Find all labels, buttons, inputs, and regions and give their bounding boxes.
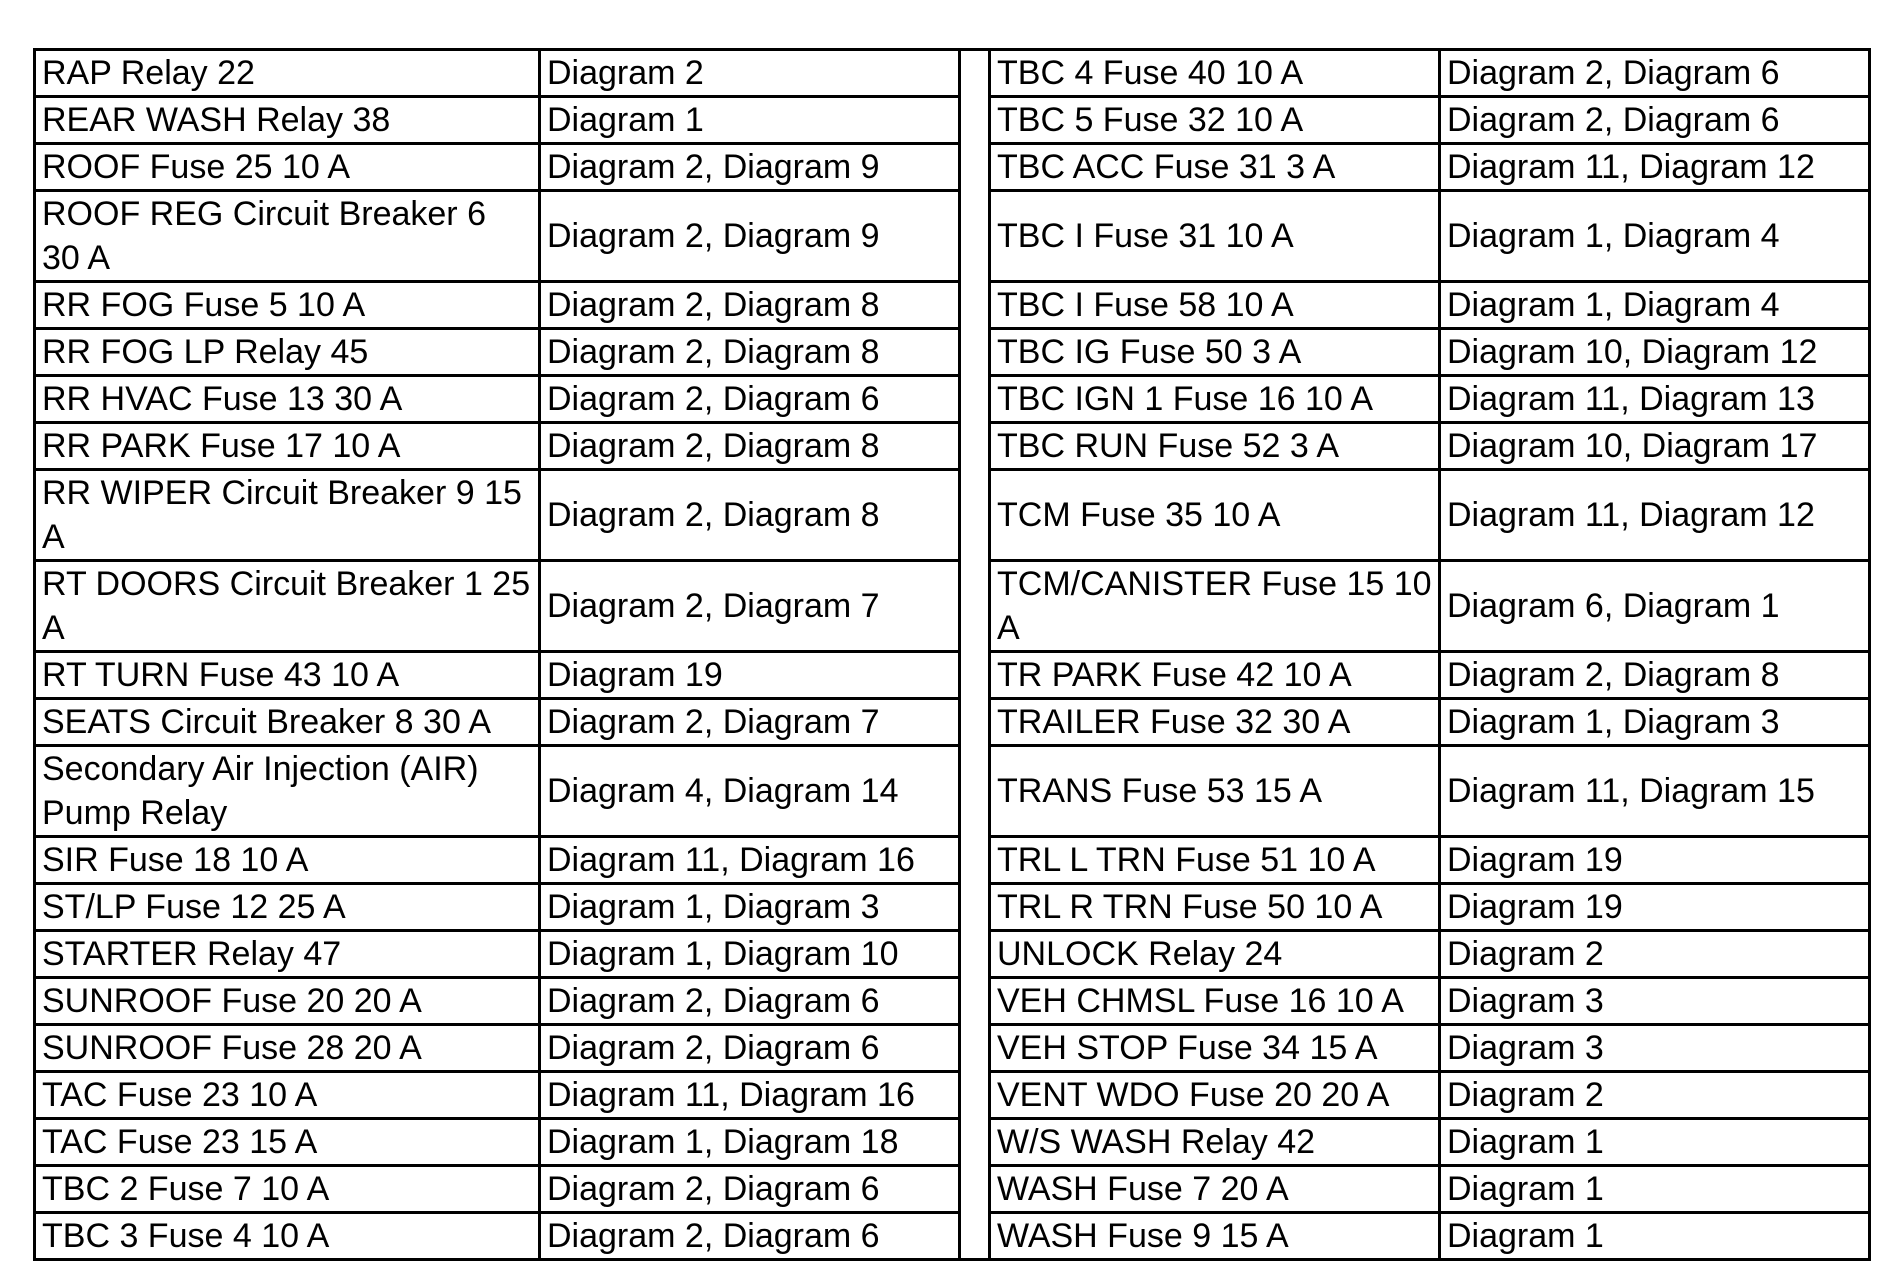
column-gap: [960, 97, 990, 144]
table-row: [35, 931, 1870, 978]
column-gap: [960, 699, 990, 746]
right-component-cell: TRANS Fuse 53 15 A: [990, 746, 1440, 837]
left-component-cell: RR FOG LP Relay 45: [35, 329, 540, 376]
left-component-cell: SIR Fuse 18 10 A: [35, 837, 540, 884]
table-row: [35, 1166, 1870, 1213]
left-diagram-ref-cell: Diagram 2, Diagram 6: [540, 376, 960, 423]
table-body: [35, 50, 1870, 1260]
right-diagram-ref-cell: Diagram 1, Diagram 4: [1440, 282, 1870, 329]
left-diagram-ref-cell: Diagram 1, Diagram 10: [540, 931, 960, 978]
component-index-table: [33, 48, 1871, 1261]
left-component-cell: ROOF REG Circuit Breaker 6 30 A: [35, 191, 540, 282]
right-diagram-ref-cell: Diagram 11, Diagram 12: [1440, 144, 1870, 191]
table-row: [35, 1072, 1870, 1119]
right-diagram-ref-cell: Diagram 10, Diagram 12: [1440, 329, 1870, 376]
table-row: [35, 652, 1870, 699]
right-diagram-ref-cell: Diagram 2: [1440, 931, 1870, 978]
table-row: [35, 1213, 1870, 1260]
column-gap: [960, 470, 990, 561]
right-component-cell: W/S WASH Relay 42: [990, 1119, 1440, 1166]
left-diagram-ref-cell: Diagram 2, Diagram 7: [540, 561, 960, 652]
left-component-cell: REAR WASH Relay 38: [35, 97, 540, 144]
left-component-cell: SUNROOF Fuse 20 20 A: [35, 978, 540, 1025]
table-row: [35, 561, 1870, 652]
left-component-cell: RR PARK Fuse 17 10 A: [35, 423, 540, 470]
right-diagram-ref-cell: Diagram 11, Diagram 15: [1440, 746, 1870, 837]
column-gap: [960, 837, 990, 884]
table-row: [35, 376, 1870, 423]
right-component-cell: TRL L TRN Fuse 51 10 A: [990, 837, 1440, 884]
left-diagram-ref-cell: Diagram 2, Diagram 9: [540, 191, 960, 282]
right-component-cell: TBC 4 Fuse 40 10 A: [990, 50, 1440, 97]
left-component-cell: SEATS Circuit Breaker 8 30 A: [35, 699, 540, 746]
right-component-cell: TBC I Fuse 58 10 A: [990, 282, 1440, 329]
right-component-cell: TR PARK Fuse 42 10 A: [990, 652, 1440, 699]
right-diagram-ref-cell: Diagram 1, Diagram 3: [1440, 699, 1870, 746]
left-component-cell: TBC 2 Fuse 7 10 A: [35, 1166, 540, 1213]
column-gap: [960, 376, 990, 423]
right-diagram-ref-cell: Diagram 1: [1440, 1213, 1870, 1260]
column-gap: [960, 746, 990, 837]
left-component-cell: ROOF Fuse 25 10 A: [35, 144, 540, 191]
right-component-cell: VEH CHMSL Fuse 16 10 A: [990, 978, 1440, 1025]
table-row: [35, 470, 1870, 561]
column-gap: [960, 884, 990, 931]
left-diagram-ref-cell: Diagram 2, Diagram 8: [540, 329, 960, 376]
right-diagram-ref-cell: Diagram 11, Diagram 13: [1440, 376, 1870, 423]
column-gap: [960, 191, 990, 282]
left-diagram-ref-cell: Diagram 2: [540, 50, 960, 97]
left-diagram-ref-cell: Diagram 2, Diagram 8: [540, 282, 960, 329]
column-gap: [960, 652, 990, 699]
left-diagram-ref-cell: Diagram 1: [540, 97, 960, 144]
right-component-cell: TBC I Fuse 31 10 A: [990, 191, 1440, 282]
left-component-cell: TBC 3 Fuse 4 10 A: [35, 1213, 540, 1260]
right-component-cell: TBC 5 Fuse 32 10 A: [990, 97, 1440, 144]
right-component-cell: TCM Fuse 35 10 A: [990, 470, 1440, 561]
table-row: [35, 884, 1870, 931]
left-diagram-ref-cell: Diagram 2, Diagram 7: [540, 699, 960, 746]
right-diagram-ref-cell: Diagram 11, Diagram 12: [1440, 470, 1870, 561]
right-diagram-ref-cell: Diagram 2, Diagram 8: [1440, 652, 1870, 699]
left-diagram-ref-cell: Diagram 2, Diagram 6: [540, 1213, 960, 1260]
left-diagram-ref-cell: Diagram 19: [540, 652, 960, 699]
right-diagram-ref-cell: Diagram 2, Diagram 6: [1440, 97, 1870, 144]
right-diagram-ref-cell: Diagram 1: [1440, 1166, 1870, 1213]
right-diagram-ref-cell: Diagram 3: [1440, 1025, 1870, 1072]
left-diagram-ref-cell: Diagram 2, Diagram 8: [540, 470, 960, 561]
left-diagram-ref-cell: Diagram 2, Diagram 8: [540, 423, 960, 470]
table-row: [35, 1119, 1870, 1166]
column-gap: [960, 1025, 990, 1072]
left-component-cell: RR WIPER Circuit Breaker 9 15 A: [35, 470, 540, 561]
table-row: [35, 144, 1870, 191]
right-component-cell: TRL R TRN Fuse 50 10 A: [990, 884, 1440, 931]
table-row: [35, 746, 1870, 837]
left-component-cell: RR FOG Fuse 5 10 A: [35, 282, 540, 329]
right-component-cell: TBC IG Fuse 50 3 A: [990, 329, 1440, 376]
left-component-cell: Secondary Air Injection (AIR) Pump Relay: [35, 746, 540, 837]
right-component-cell: VENT WDO Fuse 20 20 A: [990, 1072, 1440, 1119]
right-diagram-ref-cell: Diagram 2, Diagram 6: [1440, 50, 1870, 97]
right-component-cell: TCM/CANISTER Fuse 15 10 A: [990, 561, 1440, 652]
right-component-cell: VEH STOP Fuse 34 15 A: [990, 1025, 1440, 1072]
right-component-cell: TBC ACC Fuse 31 3 A: [990, 144, 1440, 191]
table-row: [35, 97, 1870, 144]
right-diagram-ref-cell: Diagram 6, Diagram 1: [1440, 561, 1870, 652]
left-diagram-ref-cell: Diagram 1, Diagram 18: [540, 1119, 960, 1166]
right-diagram-ref-cell: Diagram 2: [1440, 1072, 1870, 1119]
table-row: [35, 50, 1870, 97]
column-gap: [960, 50, 990, 97]
column-gap: [960, 329, 990, 376]
column-gap: [960, 282, 990, 329]
left-component-cell: SUNROOF Fuse 28 20 A: [35, 1025, 540, 1072]
column-gap: [960, 144, 990, 191]
left-diagram-ref-cell: Diagram 2, Diagram 6: [540, 1025, 960, 1072]
table-row: [35, 1025, 1870, 1072]
right-diagram-ref-cell: Diagram 19: [1440, 837, 1870, 884]
left-component-cell: RT DOORS Circuit Breaker 1 25 A: [35, 561, 540, 652]
left-component-cell: RR HVAC Fuse 13 30 A: [35, 376, 540, 423]
left-diagram-ref-cell: Diagram 2, Diagram 9: [540, 144, 960, 191]
left-diagram-ref-cell: Diagram 11, Diagram 16: [540, 1072, 960, 1119]
right-component-cell: WASH Fuse 7 20 A: [990, 1166, 1440, 1213]
left-component-cell: RT TURN Fuse 43 10 A: [35, 652, 540, 699]
left-component-cell: TAC Fuse 23 15 A: [35, 1119, 540, 1166]
right-diagram-ref-cell: Diagram 1: [1440, 1119, 1870, 1166]
column-gap: [960, 931, 990, 978]
left-diagram-ref-cell: Diagram 2, Diagram 6: [540, 978, 960, 1025]
right-diagram-ref-cell: Diagram 3: [1440, 978, 1870, 1025]
right-component-cell: UNLOCK Relay 24: [990, 931, 1440, 978]
right-component-cell: TRAILER Fuse 32 30 A: [990, 699, 1440, 746]
right-diagram-ref-cell: Diagram 1, Diagram 4: [1440, 191, 1870, 282]
left-diagram-ref-cell: Diagram 2, Diagram 6: [540, 1166, 960, 1213]
left-diagram-ref-cell: Diagram 4, Diagram 14: [540, 746, 960, 837]
right-component-cell: TBC IGN 1 Fuse 16 10 A: [990, 376, 1440, 423]
column-gap: [960, 1072, 990, 1119]
left-component-cell: TAC Fuse 23 10 A: [35, 1072, 540, 1119]
table-row: [35, 423, 1870, 470]
column-gap: [960, 978, 990, 1025]
table-row: [35, 837, 1870, 884]
right-component-cell: WASH Fuse 9 15 A: [990, 1213, 1440, 1260]
right-diagram-ref-cell: Diagram 19: [1440, 884, 1870, 931]
table-row: [35, 191, 1870, 282]
column-gap: [960, 561, 990, 652]
left-component-cell: RAP Relay 22: [35, 50, 540, 97]
left-diagram-ref-cell: Diagram 11, Diagram 16: [540, 837, 960, 884]
right-component-cell: TBC RUN Fuse 52 3 A: [990, 423, 1440, 470]
left-diagram-ref-cell: Diagram 1, Diagram 3: [540, 884, 960, 931]
table-row: [35, 329, 1870, 376]
column-gap: [960, 1213, 990, 1260]
right-diagram-ref-cell: Diagram 10, Diagram 17: [1440, 423, 1870, 470]
column-gap: [960, 1119, 990, 1166]
table-row: [35, 282, 1870, 329]
table-row: [35, 978, 1870, 1025]
left-component-cell: ST/LP Fuse 12 25 A: [35, 884, 540, 931]
table-row: [35, 699, 1870, 746]
column-gap: [960, 423, 990, 470]
column-gap: [960, 1166, 990, 1213]
left-component-cell: STARTER Relay 47: [35, 931, 540, 978]
